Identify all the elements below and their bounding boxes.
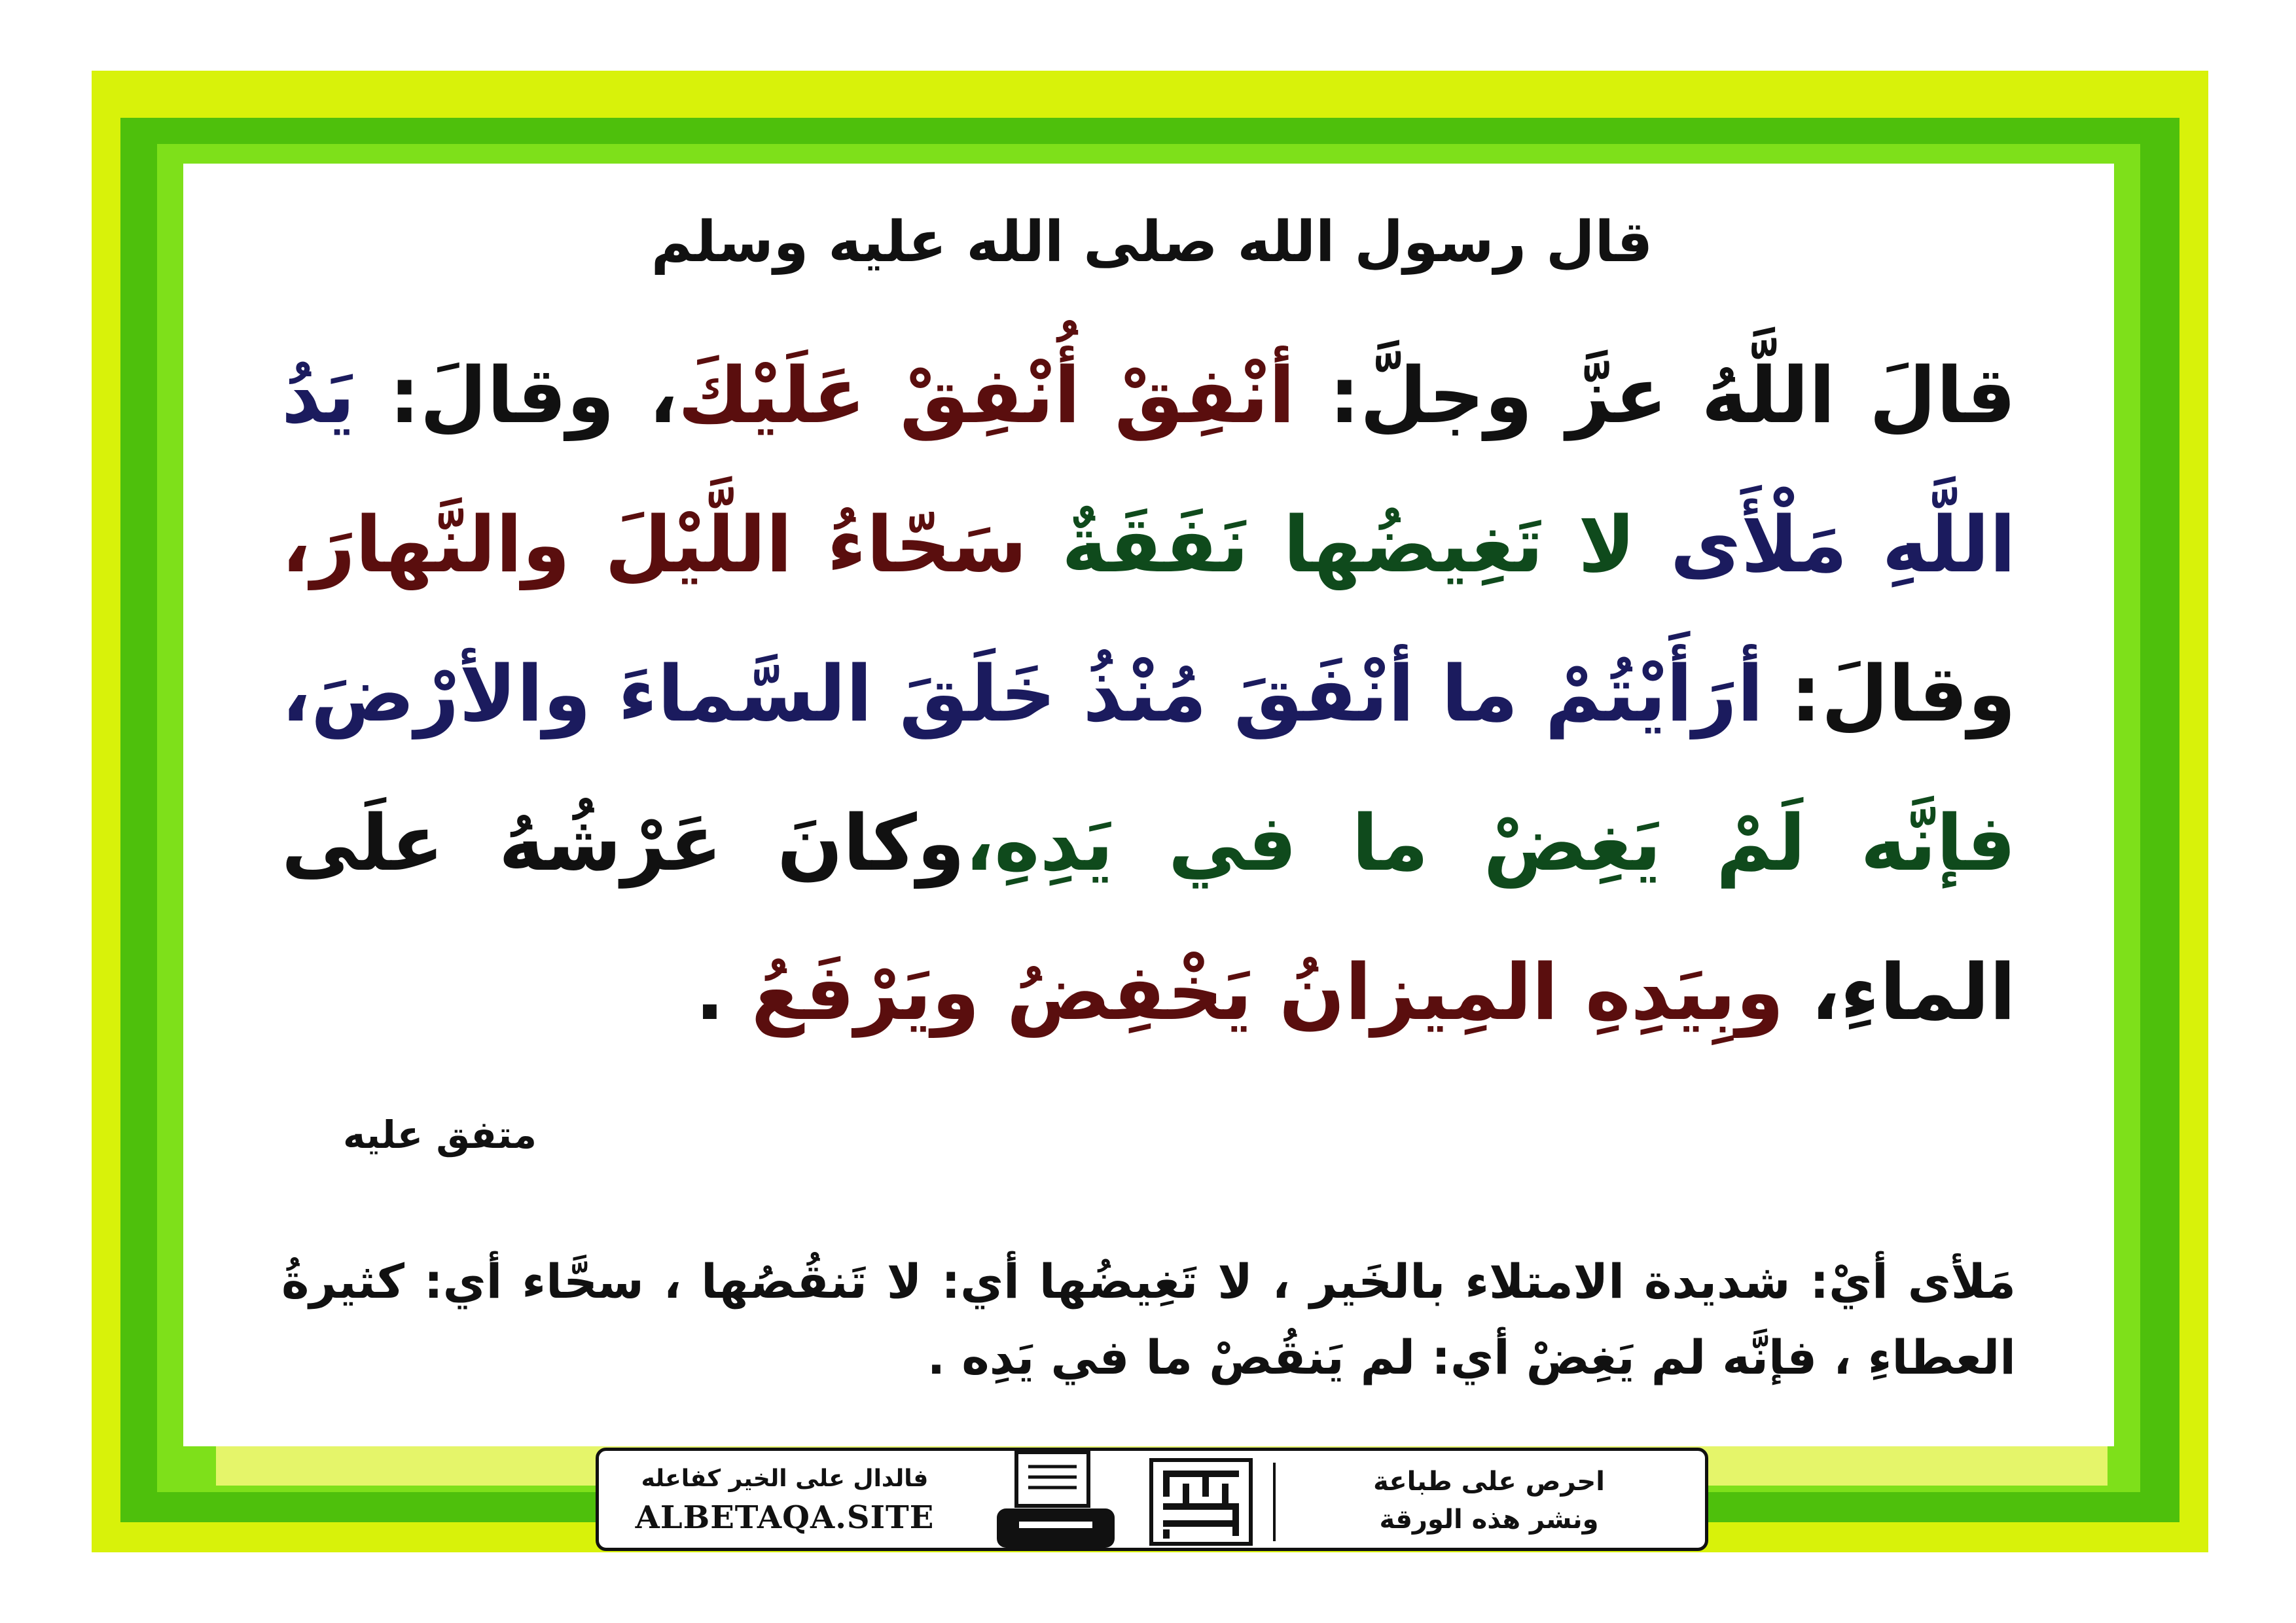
hadith-segment-1: قالَ اللَّهُ عزَّ وجلَّ: [1295, 350, 2016, 440]
footer-site-link[interactable]: ALBETAQA.SITE [635, 1499, 935, 1536]
hadith-text [281, 321, 2016, 1067]
footer-left-block [615, 1460, 955, 1541]
hadith-segment-8: أرَأَيْتُمْ ما أنْفَقَ مُنْذُ خَلَقَ السَّماءَ والأرْضَ، [281, 649, 1764, 739]
hadith-segment-6: سَحّاءُ اللَّيْلَ والنَّهارَ، [281, 499, 1028, 590]
hadith-segment-3: ، وقالَ: [355, 350, 678, 440]
hadith-segment-11: وبِيَدِهِ المِيزانُ يَخْفِضُ ويَرْفَعُ [751, 947, 1784, 1037]
hadith-segment-2: أنْفِقْ أُنْفِقْ عَلَيْكَ [677, 350, 1295, 440]
hadith-segment-4: يَدُ اللَّهِ مَلْأَى [281, 350, 2016, 590]
hadith-segment-12: . [694, 947, 751, 1037]
printer-icon [990, 1448, 1121, 1553]
footer-note-line-1: احرص على طباعة [1373, 1467, 1605, 1497]
hadith-segment-9: فإنَّه لَمْ يَغِضْ ما في يَدِهِ، [965, 798, 2016, 888]
footer-bar [596, 1448, 1708, 1551]
page-title: قال رسول الله صلى الله عليه وسلم [651, 209, 1653, 275]
footer-note [1293, 1463, 1685, 1541]
hadith-segment-5: لا تَغِيضُها نَفَقَةٌ [1027, 499, 1670, 590]
hadith-segment-10: وكانَ عَرْشُهُ علَى الماءِ، [281, 798, 2016, 1037]
hadith-source: متفق عليه [343, 1113, 537, 1157]
footer-note-line-2: ونشر هذه الورقة [1379, 1505, 1599, 1535]
footer-slogan: فالدال على الخير كفاعله [641, 1465, 929, 1492]
logo-mark [1149, 1457, 1253, 1546]
footer-divider [1273, 1463, 1276, 1541]
hadith-segment-7: وقالَ: [1763, 649, 2016, 739]
explanation-text: مَلأى أيْ: شديدة الامتلاء بالخَير ، لا تَغِيضُها أي: لا تَنقُصُها ، سحَّاء أي: كثيرةُ العطاءِ ، فإنَّه لم يَغِضْ أي: لم يَنقُصْ ما في يَدِه . [281, 1254, 2016, 1385]
